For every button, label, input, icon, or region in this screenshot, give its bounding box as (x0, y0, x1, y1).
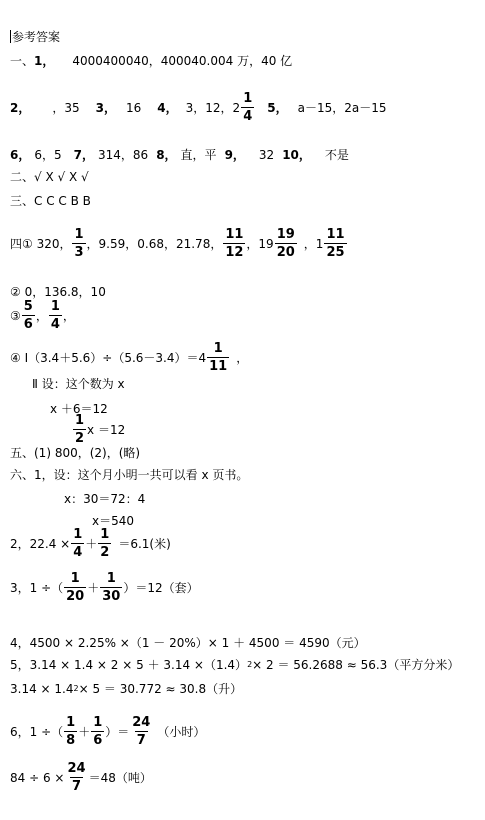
answer-text: 32 (258, 147, 275, 162)
answer-text: × 2 ＝ 56.2688 ≈ 56.3（平方分米） (252, 658, 460, 672)
answer-text: 直，平 (180, 148, 217, 162)
fraction: $\frac{24}{7}$ (67, 761, 86, 794)
fraction: $\frac{1}{4}$ (73, 527, 83, 560)
superscript: 2 (73, 684, 79, 693)
answer-text: 五、(1) 800，(2)，(略) (10, 446, 141, 460)
section-6-line-5 (10, 572, 199, 603)
answer-text: ）＝ (105, 725, 130, 739)
answer-text: 84 ÷ 6 × (10, 770, 65, 785)
fraction: $\frac{19}{20}$ (276, 227, 295, 260)
answer-text: ，9.59，0.68，21.78， (86, 237, 223, 251)
answer-text: 不是 (324, 148, 349, 162)
answer-text: 3.14 × 1.4 (10, 681, 74, 696)
fraction: $\frac{1}{8}$ (66, 715, 76, 748)
answer-text: 5，3.14 × 1.4 × 2 × 5 ＋ 3.14 ×（1.4） (10, 658, 248, 672)
answer-text: （小时） (157, 725, 206, 739)
fraction: $\frac{1}{2}$ (100, 527, 110, 560)
answer-text: 4000400040，400040.004 万，40 亿 (72, 54, 293, 68)
section-san-line (10, 192, 91, 209)
section-5-line (10, 444, 140, 461)
section-6-line-8 (10, 680, 242, 697)
section-6-line-6 (10, 634, 366, 651)
answer-text: ③ (10, 308, 21, 323)
answer-text: ＋ (78, 725, 91, 739)
answer-text: 16 (126, 100, 142, 115)
section-4-line-7 (72, 414, 125, 445)
answer-text: 二、√ X √ X √ (10, 170, 89, 184)
question-number: 3， (95, 101, 116, 115)
fraction: $\frac{1}{4}$ (50, 299, 60, 332)
answer-text: ＝48（吨） (88, 771, 152, 785)
fraction: $\frac{11}{12}$ (225, 227, 244, 260)
answer-text: ， (35, 309, 48, 323)
answer-text: ＋ (87, 581, 100, 595)
text-cursor (10, 30, 11, 43)
question-number: 10， (282, 148, 311, 162)
fraction: $\frac{11}{25}$ (326, 227, 345, 260)
answer-text: ④ Ⅰ（3.4＋5.6）÷（5.6－3.4）＝4 (10, 351, 207, 365)
section-4-line-2 (10, 283, 106, 300)
answer-text: × 5 ＝ 30.772 ≈ 30.8（升） (78, 682, 243, 696)
answer-text: x＝540 (92, 514, 135, 528)
superscript: 2 (247, 660, 253, 669)
answer-text: ，19 (246, 237, 274, 251)
section-4-line-5 (32, 375, 125, 392)
section-6-line-1 (10, 466, 248, 483)
section-6-line-10 (10, 762, 152, 793)
fraction: $\frac{1}{30}$ (102, 571, 121, 604)
section-6-line-7 (10, 656, 459, 673)
fraction: $\frac{24}{7}$ (132, 715, 151, 748)
question-number: 7， (73, 148, 94, 162)
section-4-line-4 (10, 342, 248, 373)
section-4-line-3 (10, 300, 75, 331)
answer-text: ，35 (52, 101, 80, 115)
fraction: $\frac{5}{6}$ (23, 299, 33, 332)
fraction: $\frac{1}{6}$ (93, 715, 103, 748)
section-4-line-1 (10, 228, 348, 259)
question-number: 6， (10, 148, 31, 162)
answer-text: ＝6.1(米) (118, 537, 171, 551)
answer-text: 3，12，2 (185, 101, 241, 115)
section-er-line (10, 168, 89, 185)
section-3-line (10, 146, 349, 163)
answer-text: 三、C C C B B (10, 194, 91, 208)
answer-text: 314，86 (98, 148, 149, 162)
fraction: $\frac{1}{20}$ (66, 571, 85, 604)
answer-text: ， (236, 351, 249, 365)
fraction: $\frac{1}{4}$ (243, 91, 253, 124)
section-6-line-2 (64, 490, 145, 507)
answer-text: a－15，2a－15 (297, 101, 387, 115)
answer-text: 2，22.4 × (10, 537, 71, 551)
answer-text: 3，1 ÷（ (10, 581, 64, 595)
answer-text: x：30＝72：4 (64, 492, 146, 506)
section-6-line-4 (10, 528, 171, 559)
answer-text: 四① 320， (10, 237, 72, 251)
answer-text: 4，4500 × 2.25% ×（1 － 20%）× 1 ＋ 4500 ＝ 4590（元） (10, 636, 366, 650)
section-1-line (10, 52, 292, 69)
question-number: 8， (156, 148, 177, 162)
answer-text: ＋ (85, 537, 98, 551)
answer-text: 6，1 ÷（ (10, 725, 64, 739)
answer-text: 6，5 (34, 148, 62, 162)
answer-text: 六、1，设：这个月小明一共可以看 x 页书。 (10, 468, 249, 482)
answer-text: ，1 (303, 237, 324, 251)
answer-text: Ⅱ 设：这个数为 x (32, 377, 125, 391)
fraction: $\frac{1}{3}$ (74, 227, 84, 260)
fraction: $\frac{1}{2}$ (75, 413, 85, 446)
fraction: $\frac{1}{11}$ (209, 341, 228, 374)
answer-text: ② 0，136.8，10 (10, 285, 106, 299)
question-number: 5， (267, 101, 288, 115)
question-number: 9， (224, 148, 245, 162)
section-2-line (10, 92, 386, 123)
title-line (10, 28, 60, 45)
question-number: 1， (34, 54, 55, 68)
question-number: 4， (157, 101, 178, 115)
answer-text: ）＝12（套） (123, 581, 199, 595)
answer-text: ， (62, 309, 75, 323)
answer-text: x ＝12 (87, 423, 126, 437)
page-title: 参考答案 (12, 30, 61, 44)
section-label: 一、 (10, 54, 35, 68)
answer-text: x ＋6＝12 (50, 402, 108, 416)
section-6-line-3 (92, 512, 134, 529)
question-number: 2， (10, 101, 31, 115)
section-6-line-9 (10, 716, 205, 747)
